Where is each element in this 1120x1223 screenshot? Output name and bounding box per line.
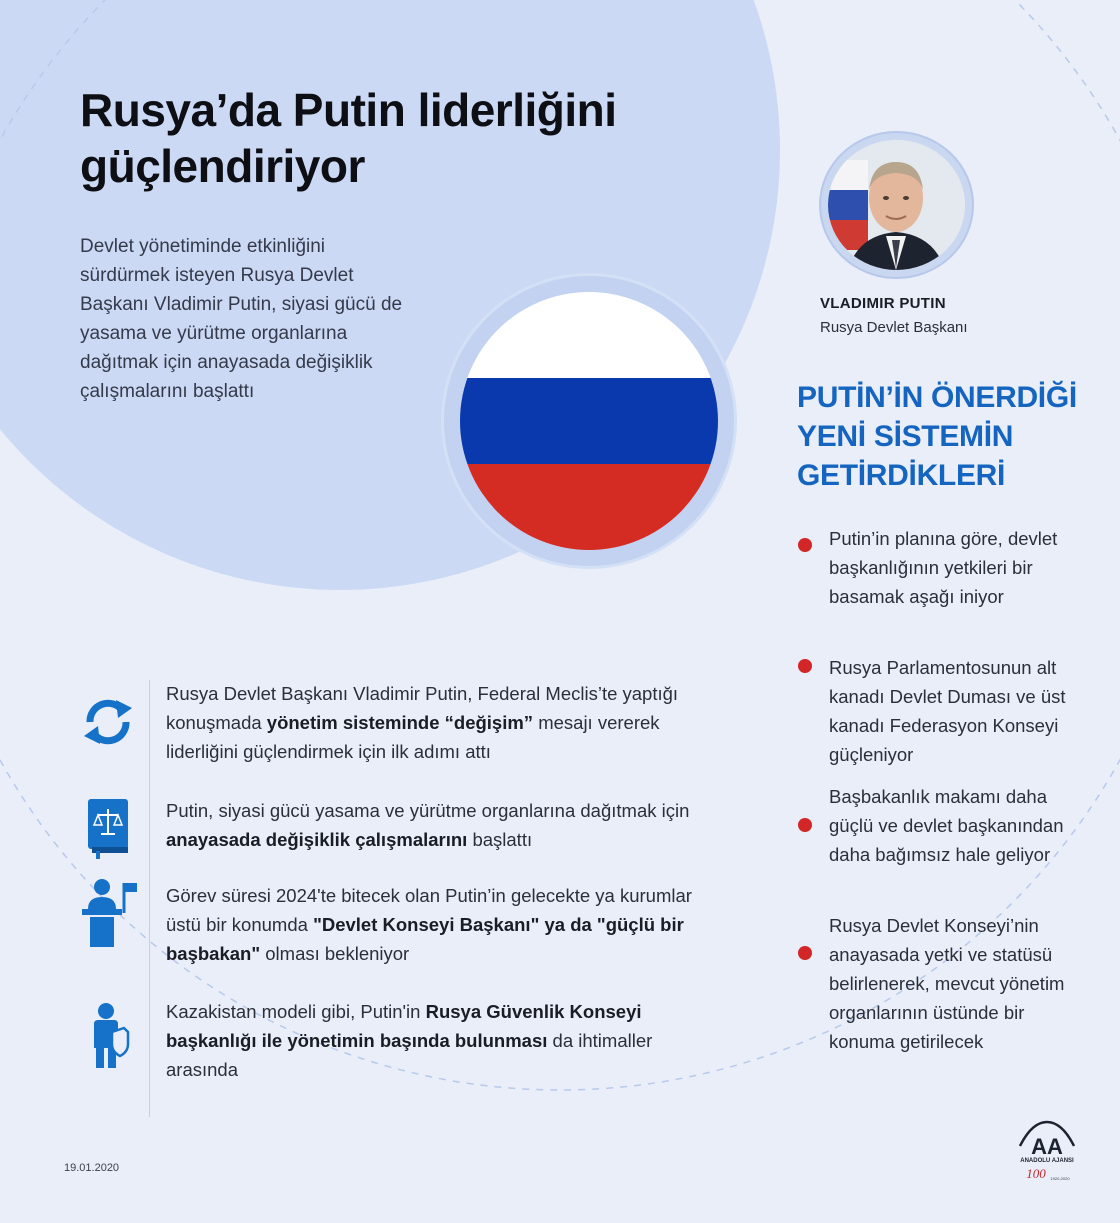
- refresh-icon: [80, 692, 136, 752]
- item-text: Görev süresi 2024'te bitecek olan Putin’in gelecekte ya kurumlar üstü bir konumda "Devlet Konseyi Başkanı" ya da "güçlü bir başbakan" olması bekleniyor: [166, 885, 692, 964]
- bullet-item: Rusya Devlet Konseyi’nin anayasada yetki ve statüsü belirlenerek, mevcut yönetim organlarının üstünde bir konuma getirilecek: [829, 915, 1065, 1052]
- person-name: VLADIMIR PUTIN: [820, 295, 946, 312]
- publish-date: 19.01.2020: [64, 1162, 120, 1174]
- security-person-icon: [90, 1002, 130, 1068]
- item-text: Rusya Devlet Başkanı Vladimir Putin, Federal Meclis’te yaptığı konuşmada yönetim sisteminde “değişim” mesajı vererek liderliğini güçlendirmek için ilk adımı attı: [166, 683, 679, 762]
- page-title: Rusya’da Putin liderliğini güçlendiriyor: [80, 84, 617, 192]
- russian-flag-circle: [460, 292, 718, 550]
- item-text: Kazakistan modeli gibi, Putin'in Rusya Güvenlik Konseyi başkanlığı ile yönetimin başında bulunması da ihtimaller arasında: [166, 1001, 653, 1080]
- svg-text:1920-2020: 1920-2020: [1050, 1176, 1070, 1181]
- putin-portrait: [828, 140, 965, 270]
- svg-text:AA: AA: [1031, 1134, 1063, 1159]
- item-text: Putin, siyasi gücü yasama ve yürütme organlarına dağıtmak için anayasada değişiklik çalışmalarını başlattı: [166, 800, 690, 850]
- anadolu-ajansi-logo: [1014, 1118, 1080, 1188]
- bullet-item: Başbakanlık makamı daha güçlü ve devlet başkanından daha bağımsız hale geliyor: [829, 786, 1064, 865]
- bullet-item: Rusya Parlamentosunun alt kanadı Devlet Duması ve üst kanadı Federasyon Konseyi güçleniyor: [829, 657, 1066, 765]
- item-divider-line: [149, 680, 150, 1117]
- bullet-item: Putin’in planına göre, devlet başkanlığının yetkileri bir basamak aşağı iniyor: [829, 528, 1058, 607]
- bullet-dot: [798, 659, 812, 673]
- bullet-dot: [798, 818, 812, 832]
- bullet-dot: [798, 946, 812, 960]
- intro-text: Devlet yönetiminde etkinliğini sürdürmek isteyen Rusya Devlet Başkanı Vladimir Putin, siyasi gücü de yasama ve yürütme organlarına dağıtmak için anayasada değişiklik çalışmalarını başlattı: [80, 236, 403, 402]
- speaker-podium-icon: [80, 877, 140, 949]
- portrait-illustration: [828, 140, 965, 270]
- svg-text:100: 100: [1026, 1166, 1046, 1181]
- bullet-dot: [798, 538, 812, 552]
- flag-stripe-blue: [460, 378, 718, 464]
- side-heading: PUTİN’İN ÖNERDİĞİ YENİ SİSTEMİN GETİRDİKLERİ: [797, 381, 1077, 492]
- law-book-icon: [86, 797, 130, 859]
- svg-text:ANADOLU AJANSI: ANADOLU AJANSI: [1020, 1158, 1074, 1164]
- person-role: Rusya Devlet Başkanı: [820, 319, 968, 336]
